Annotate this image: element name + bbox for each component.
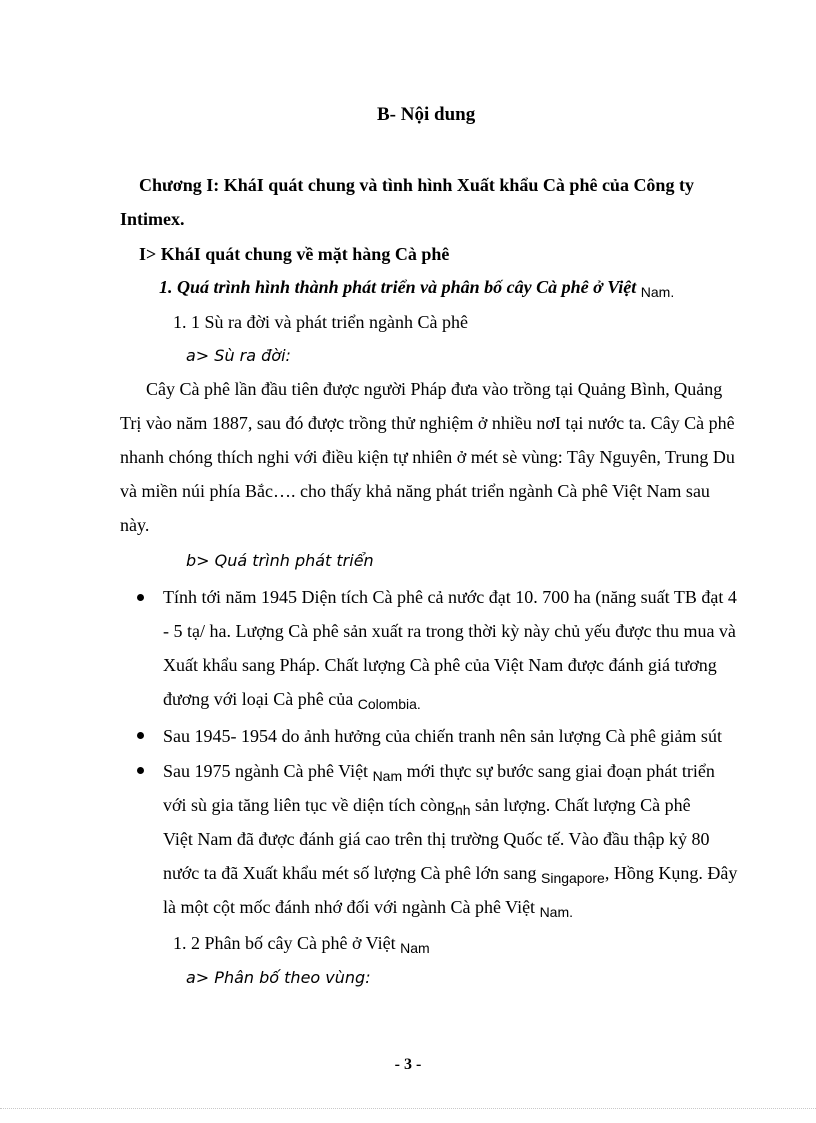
bullet-3-icon <box>137 767 144 774</box>
chapter-title-line-1: Chương I: KháI quát chung và tình hình Xuất khẩu Cà phê của Công ty <box>139 175 694 195</box>
item-1-2-text: 1. 2 Phân bố cây Cà phê ở Việt <box>173 933 401 953</box>
bullet-3-l5-dot: . <box>569 904 574 920</box>
subsection-heading <box>159 276 674 303</box>
bullet-3-l4-c: , Hồng Kụng. Đây <box>604 863 738 883</box>
paragraph-line-3: nhanh chóng thích nghi với điều kiện tự nhiên ở mét sè vùng: Tây Nguyên, Trung Du <box>120 447 735 467</box>
item-1-2 <box>173 932 430 959</box>
bullet-2-icon <box>137 732 144 739</box>
bullet-1-dot: . <box>416 696 421 712</box>
bullet-3-l1-c: mới thực sự bước sang giai đoạn phát triển <box>402 761 715 781</box>
bullet-3-line-3: Việt Nam đã được đánh giá cao trên thị trường Quốc tế. Vào đầu thập kỷ 80 <box>163 829 710 849</box>
bullet-3-l2-c: sản lượng. Chất lượng Cà phê <box>470 795 691 815</box>
subsection-heading-text: 1. Quá trình hình thành phát triển và phân bố cây Cà phê ở Việt <box>159 277 641 297</box>
bullet-1-icon <box>137 594 144 601</box>
bullet-3-l4-singapore: Singapore <box>541 870 605 886</box>
bullet-3-l1-nam: Nam <box>372 768 403 784</box>
bullet-1-colombia: Colombia <box>357 696 417 712</box>
label-a-distribution: a> Phân bố theo vùng: <box>186 968 371 987</box>
section-heading: I> KháI quát chung về mặt hàng Cà phê <box>139 244 450 264</box>
bullet-3-line-2 <box>163 794 691 821</box>
bullet-2-line-1: Sau 1945- 1954 do ảnh hưởng của chiến tranh nên sản lượng Cà phê giảm sút <box>163 726 722 746</box>
bullet-3-line-4 <box>163 862 737 889</box>
subsection-heading-dot: . <box>670 284 675 300</box>
paragraph-line-1: Cây Cà phê lần đầu tiên được người Pháp đưa vào trồng tại Quảng Bình, Quảng <box>146 379 723 399</box>
page-number: - 3 - <box>394 1056 422 1073</box>
bullet-3-l2-a: với sù gia tăng liên tục về diện tích còng <box>163 795 455 815</box>
item-1-1: 1. 1 Sù ra đời và phát triển ngành Cà phê <box>173 312 468 332</box>
bullet-3-l5-nam: Nam <box>539 904 570 920</box>
bullet-1-line-4 <box>163 688 421 715</box>
bullet-1-line-2: - 5 tạ/ ha. Lượng Cà phê sản xuất ra trong thời kỳ này chủ yếu được thu mua và <box>163 621 736 641</box>
paragraph-line-2: Trị vào năm 1887, sau đó được trồng thử nghiệm ở nhiều nơI tại nước ta. Cây Cà phê <box>120 413 735 433</box>
bullet-3-line-5 <box>163 896 573 923</box>
bullet-3-l1-a: Sau 1975 ngành Cà phê Việt <box>163 761 373 781</box>
footer-divider <box>0 1108 816 1109</box>
bullet-3-l5-a: là một cột mốc đánh nhớ đối với ngành Cà phê Việt <box>163 897 540 917</box>
subsection-heading-tail: Nam <box>640 284 671 300</box>
item-1-2-nam: Nam <box>400 940 430 956</box>
bullet-3-line-1 <box>163 760 715 787</box>
page-heading: B- Nội dung <box>377 104 476 125</box>
label-a-origin: a> Sù ra đời: <box>186 346 291 365</box>
paragraph-line-5: này. <box>120 515 150 535</box>
chapter-title-line-2: Intimex. <box>120 209 185 229</box>
bullet-1-line-3: Xuất khẩu sang Pháp. Chất lượng Cà phê của Việt Nam được đánh giá tương <box>163 655 717 675</box>
bullet-3-l2-nh: nh <box>454 802 471 818</box>
label-b-development: b> Quá trình phát triển <box>186 551 374 570</box>
bullet-1-line-4-text: đương với loại Cà phê của <box>163 689 358 709</box>
bullet-3-l4-a: nước ta đã Xuất khẩu mét số lượng Cà phê lớn sang <box>163 863 541 883</box>
bullet-1-line-1: Tính tới năm 1945 Diện tích Cà phê cả nước đạt 10. 700 ha (năng suất TB đạt 4 <box>163 587 737 607</box>
paragraph-line-4: và miền núi phía Bắc…. cho thấy khả năng phát triển ngành Cà phê Việt Nam sau <box>120 481 710 501</box>
